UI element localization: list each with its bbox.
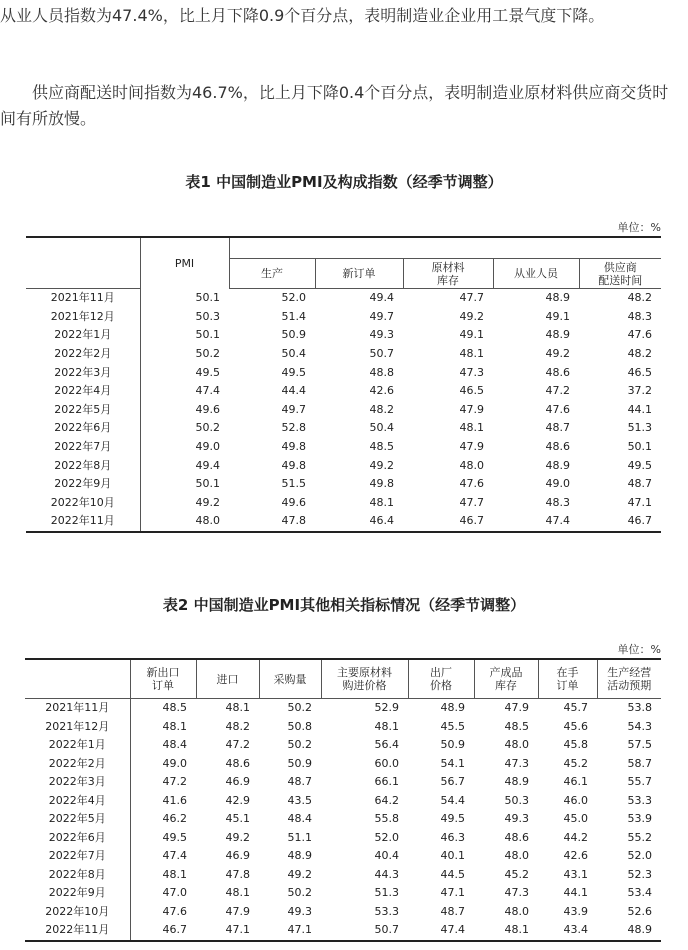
table-cell: 48.3 <box>545 495 570 509</box>
table2-header-7: 生产经营 活动预期 <box>597 659 661 699</box>
table-cell: 64.2 <box>374 793 399 807</box>
table-cell: 44.2 <box>563 830 588 844</box>
table-cell: 47.6 <box>459 477 484 491</box>
table-cell: 46.2 <box>162 812 187 826</box>
table-cell: 56.4 <box>374 738 399 752</box>
table2-header-2: 采购量 <box>259 659 321 699</box>
table-row <box>25 773 661 792</box>
table-cell: 47.8 <box>225 867 250 881</box>
table2-header-5: 产成品 库存 <box>474 659 538 699</box>
table-cell: 49.7 <box>369 309 394 323</box>
table-cell: 47.9 <box>504 701 529 715</box>
table-cell: 47.1 <box>627 495 653 509</box>
table-cell: 52.0 <box>374 830 399 844</box>
table-cell: 49.0 <box>545 477 570 491</box>
table-cell: 41.6 <box>162 793 187 807</box>
table-cell: 47.3 <box>504 886 529 900</box>
row-month: 2022年9月 <box>26 475 140 494</box>
table-cell: 48.0 <box>195 514 220 528</box>
table-cell: 45.8 <box>563 738 588 752</box>
row-month: 2022年10月 <box>25 903 130 922</box>
table-cell: 48.9 <box>545 458 570 472</box>
table-cell: 47.1 <box>287 923 312 937</box>
table-cell: 48.5 <box>369 440 394 454</box>
table-row <box>26 419 661 438</box>
table-cell: 49.2 <box>195 495 220 509</box>
table-row <box>25 718 661 737</box>
row-month: 2022年8月 <box>26 456 140 475</box>
table-row <box>25 829 661 848</box>
table-cell: 47.6 <box>545 402 570 416</box>
table-cell: 55.2 <box>627 830 652 844</box>
table-cell: 48.6 <box>504 830 529 844</box>
table-cell: 48.9 <box>627 923 652 937</box>
table-cell: 49.8 <box>281 440 306 454</box>
table-cell: 54.4 <box>440 793 465 807</box>
table-cell: 50.2 <box>287 886 312 900</box>
table-row <box>26 345 661 364</box>
table-cell: 52.3 <box>627 867 652 881</box>
row-month: 2022年10月 <box>26 494 140 513</box>
table-cell: 45.0 <box>563 812 588 826</box>
table-cell: 49.2 <box>369 458 394 472</box>
table-cell: 48.7 <box>440 904 465 918</box>
table-cell: 55.8 <box>374 812 399 826</box>
table-cell: 53.9 <box>627 812 652 826</box>
table-cell: 51.3 <box>627 421 653 435</box>
table-cell: 51.4 <box>281 309 306 323</box>
row-month: 2022年8月 <box>25 866 130 885</box>
table-cell: 46.9 <box>225 775 250 789</box>
table-cell: 48.9 <box>287 849 312 863</box>
table-cell: 55.7 <box>627 775 652 789</box>
table-cell: 45.2 <box>504 867 529 881</box>
table1-header-spacer <box>229 237 661 259</box>
table-cell: 52.0 <box>627 849 652 863</box>
table-cell: 47.1 <box>225 923 250 937</box>
table-row <box>26 475 661 494</box>
table-cell: 53.3 <box>627 793 652 807</box>
table-row <box>26 438 661 457</box>
table-cell: 43.4 <box>563 923 588 937</box>
table-cell: 50.2 <box>287 738 312 752</box>
table-cell: 47.7 <box>459 291 484 305</box>
table-cell: 48.1 <box>162 867 187 881</box>
row-month: 2021年12月 <box>25 718 130 737</box>
table-cell: 49.2 <box>545 347 570 361</box>
table2-header-6: 在手 订单 <box>538 659 597 699</box>
table-row <box>26 456 661 475</box>
table-cell: 43.9 <box>563 904 588 918</box>
table-cell: 46.3 <box>440 830 465 844</box>
table2-header-1: 进口 <box>196 659 259 699</box>
table-cell: 50.2 <box>287 701 312 715</box>
table-cell: 44.5 <box>440 867 465 881</box>
row-month: 2022年3月 <box>26 363 140 382</box>
table-cell: 50.7 <box>369 347 394 361</box>
row-month: 2022年5月 <box>26 401 140 420</box>
row-month: 2022年7月 <box>26 438 140 457</box>
table-cell: 48.1 <box>504 923 529 937</box>
table-cell: 48.9 <box>440 701 465 715</box>
table-cell: 56.7 <box>440 775 465 789</box>
table2-corner <box>25 659 130 699</box>
table-cell: 50.8 <box>287 719 312 733</box>
table-row <box>26 326 661 345</box>
table-cell: 48.5 <box>504 719 529 733</box>
table-cell: 48.1 <box>459 421 484 435</box>
table-cell: 47.1 <box>440 886 465 900</box>
table-cell: 48.1 <box>162 719 187 733</box>
table-cell: 44.1 <box>563 886 588 900</box>
table2-title: 表2 中国制造业PMI其他相关指标情况（经季节调整） <box>162 596 526 614</box>
table-cell: 45.7 <box>563 701 588 715</box>
table-cell: 50.1 <box>195 291 220 305</box>
table-cell: 50.1 <box>627 440 653 454</box>
row-month: 2022年3月 <box>25 773 130 792</box>
table-cell: 48.1 <box>369 495 394 509</box>
table-cell: 50.1 <box>195 328 220 342</box>
table-cell: 48.8 <box>369 365 394 379</box>
table-row <box>25 903 661 922</box>
row-month: 2022年6月 <box>26 419 140 438</box>
table-cell: 47.9 <box>459 440 484 454</box>
table-cell: 48.0 <box>459 458 484 472</box>
row-month: 2021年12月 <box>26 308 140 327</box>
row-month: 2022年1月 <box>25 736 130 755</box>
table-cell: 48.4 <box>162 738 187 752</box>
table-cell: 47.4 <box>440 923 465 937</box>
table1-header-2: 原材料 库存 <box>403 259 493 289</box>
table-row <box>26 382 661 401</box>
table-cell: 42.6 <box>369 384 394 398</box>
table-cell: 47.8 <box>281 514 306 528</box>
table-cell: 48.2 <box>627 347 653 361</box>
table-cell: 47.6 <box>627 328 653 342</box>
table-cell: 50.9 <box>287 756 312 770</box>
table-cell: 46.5 <box>627 365 653 379</box>
table-cell: 51.1 <box>287 830 312 844</box>
table-cell: 50.9 <box>281 328 306 342</box>
row-month: 2022年11月 <box>25 921 130 941</box>
table-cell: 49.5 <box>281 365 306 379</box>
table-cell: 49.3 <box>504 812 529 826</box>
table-row <box>26 289 661 308</box>
table-cell: 50.1 <box>195 477 220 491</box>
table-cell: 49.3 <box>287 904 312 918</box>
row-month: 2022年1月 <box>26 326 140 345</box>
table-cell: 48.1 <box>225 701 250 715</box>
table-cell: 47.4 <box>162 849 187 863</box>
table-cell: 47.4 <box>195 384 220 398</box>
table1-header-3: 从业人员 <box>493 259 579 289</box>
table-cell: 48.0 <box>504 738 529 752</box>
table-cell: 48.7 <box>627 477 653 491</box>
table-cell: 49.8 <box>369 477 394 491</box>
table2-header-0: 新出口 订单 <box>130 659 196 699</box>
table-cell: 49.5 <box>195 365 220 379</box>
table-cell: 48.7 <box>545 421 570 435</box>
table-cell: 47.6 <box>162 904 187 918</box>
table-cell: 44.1 <box>627 402 653 416</box>
table-cell: 48.6 <box>545 440 570 454</box>
table-cell: 47.3 <box>459 365 484 379</box>
table1-header-1: 新订单 <box>315 259 403 289</box>
table-cell: 47.9 <box>459 402 484 416</box>
table-cell: 49.1 <box>545 309 570 323</box>
table2-header-4: 出厂 价格 <box>408 659 474 699</box>
table-cell: 46.9 <box>225 849 250 863</box>
table-cell: 52.9 <box>374 701 399 715</box>
table-row <box>25 847 661 866</box>
row-month: 2022年2月 <box>25 755 130 774</box>
table-cell: 58.7 <box>627 756 652 770</box>
table-cell: 47.2 <box>162 775 187 789</box>
table-cell: 52.6 <box>627 904 652 918</box>
table-cell: 51.3 <box>374 886 399 900</box>
table-cell: 43.5 <box>287 793 312 807</box>
row-month: 2022年7月 <box>25 847 130 866</box>
table-cell: 49.5 <box>627 458 653 472</box>
table-cell: 47.4 <box>545 514 570 528</box>
table-cell: 47.0 <box>162 886 187 900</box>
table-cell: 50.2 <box>195 421 220 435</box>
table-cell: 48.1 <box>225 886 250 900</box>
table-row <box>26 494 661 513</box>
table1-header-pmi: PMI <box>140 237 229 289</box>
row-month: 2022年4月 <box>26 382 140 401</box>
table1-header-0: 生产 <box>229 259 315 289</box>
table-row <box>26 401 661 420</box>
table-cell: 48.0 <box>504 849 529 863</box>
table-cell: 48.5 <box>162 701 187 715</box>
table-cell: 50.4 <box>369 421 394 435</box>
table-cell: 49.8 <box>281 458 306 472</box>
table-cell: 53.4 <box>627 886 652 900</box>
table-cell: 46.7 <box>459 514 484 528</box>
table-cell: 48.2 <box>369 402 394 416</box>
pmi-composite-table <box>26 236 661 533</box>
table-row <box>25 699 661 718</box>
table-cell: 50.3 <box>504 793 529 807</box>
table-cell: 49.2 <box>225 830 250 844</box>
table1-corner <box>26 237 140 289</box>
table-cell: 46.5 <box>459 384 484 398</box>
table-cell: 48.9 <box>545 328 570 342</box>
table-cell: 66.1 <box>374 775 399 789</box>
table-cell: 46.0 <box>563 793 588 807</box>
row-month: 2022年9月 <box>25 884 130 903</box>
table-cell: 51.5 <box>281 477 306 491</box>
pmi-other-indicators-table <box>25 658 661 942</box>
table-cell: 48.9 <box>504 775 529 789</box>
table-cell: 60.0 <box>374 756 399 770</box>
table-cell: 48.2 <box>225 719 250 733</box>
table-cell: 42.9 <box>225 793 250 807</box>
table-cell: 53.3 <box>374 904 399 918</box>
table-cell: 53.8 <box>627 701 652 715</box>
table-cell: 57.5 <box>627 738 652 752</box>
table-row <box>25 921 661 941</box>
table-cell: 46.7 <box>162 923 187 937</box>
table-cell: 49.7 <box>281 402 306 416</box>
table-cell: 40.1 <box>440 849 465 863</box>
table-cell: 50.4 <box>281 347 306 361</box>
table-cell: 49.4 <box>369 291 394 305</box>
table-cell: 52.8 <box>281 421 306 435</box>
table-cell: 49.6 <box>281 495 306 509</box>
table-cell: 49.5 <box>162 830 187 844</box>
table-cell: 48.1 <box>459 347 484 361</box>
table-cell: 47.3 <box>504 756 529 770</box>
table-cell: 47.9 <box>225 904 250 918</box>
row-month: 2022年11月 <box>26 512 140 532</box>
table2-header-3: 主要原材料 购进价格 <box>321 659 408 699</box>
table-cell: 48.9 <box>545 291 570 305</box>
table-cell: 37.2 <box>627 384 653 398</box>
table-cell: 45.6 <box>563 719 588 733</box>
table-cell: 49.6 <box>195 402 220 416</box>
row-month: 2022年6月 <box>25 829 130 848</box>
row-month: 2021年11月 <box>26 289 140 308</box>
table-cell: 50.7 <box>374 923 399 937</box>
table2-unit: 单位：% <box>617 643 661 656</box>
table-row <box>25 884 661 903</box>
table-cell: 40.4 <box>374 849 399 863</box>
table-row <box>26 363 661 382</box>
table-cell: 44.3 <box>374 867 399 881</box>
row-month: 2022年5月 <box>25 810 130 829</box>
table-cell: 48.4 <box>287 812 312 826</box>
table-cell: 48.3 <box>627 309 653 323</box>
table-cell: 48.2 <box>627 291 653 305</box>
table-row <box>25 755 661 774</box>
table-cell: 48.7 <box>287 775 312 789</box>
table-row <box>26 308 661 327</box>
table-cell: 49.1 <box>459 328 484 342</box>
table1-unit: 单位：% <box>617 221 661 234</box>
table-cell: 46.7 <box>627 514 653 528</box>
table-cell: 43.1 <box>563 867 588 881</box>
paragraph-employment: 从业人员指数为47.4%，比上月下降0.9个百分点，表明制造业企业用工景气度下降。 <box>0 6 605 25</box>
table-cell: 49.2 <box>459 309 484 323</box>
row-month: 2021年11月 <box>25 699 130 718</box>
table-cell: 49.3 <box>369 328 394 342</box>
table-cell: 49.0 <box>195 440 220 454</box>
table-cell: 49.2 <box>287 867 312 881</box>
table-cell: 45.5 <box>440 719 465 733</box>
table-cell: 44.4 <box>281 384 306 398</box>
paragraph-supplier-delivery: 供应商配送时间指数为46.7%，比上月下降0.4个百分点，表明制造业原材料供应商交货时间有所放慢。 <box>0 83 669 128</box>
table-cell: 48.0 <box>504 904 529 918</box>
table-cell: 47.7 <box>459 495 484 509</box>
table-cell: 45.2 <box>563 756 588 770</box>
table-row <box>25 810 661 829</box>
table-row <box>26 512 661 532</box>
table-row <box>25 866 661 885</box>
table-cell: 42.6 <box>563 849 588 863</box>
table-cell: 52.0 <box>281 291 306 305</box>
table-cell: 50.2 <box>195 347 220 361</box>
table-cell: 49.4 <box>195 458 220 472</box>
table-cell: 46.4 <box>369 514 394 528</box>
table1-header-4: 供应商 配送时间 <box>579 259 661 289</box>
table-cell: 50.9 <box>440 738 465 752</box>
table-cell: 50.3 <box>195 309 220 323</box>
table-cell: 48.1 <box>374 719 399 733</box>
table-cell: 47.2 <box>545 384 570 398</box>
table1-title: 表1 中国制造业PMI及构成指数（经季节调整） <box>185 173 503 191</box>
row-month: 2022年2月 <box>26 345 140 364</box>
table-cell: 49.0 <box>162 756 187 770</box>
table-cell: 54.1 <box>440 756 465 770</box>
table-cell: 49.5 <box>440 812 465 826</box>
table-cell: 48.6 <box>545 365 570 379</box>
table-cell: 48.6 <box>225 756 250 770</box>
table-cell: 47.2 <box>225 738 250 752</box>
table-cell: 54.3 <box>627 719 652 733</box>
table-row <box>25 736 661 755</box>
table-cell: 46.1 <box>563 775 588 789</box>
row-month: 2022年4月 <box>25 792 130 811</box>
table-row <box>25 792 661 811</box>
table-cell: 45.1 <box>225 812 250 826</box>
